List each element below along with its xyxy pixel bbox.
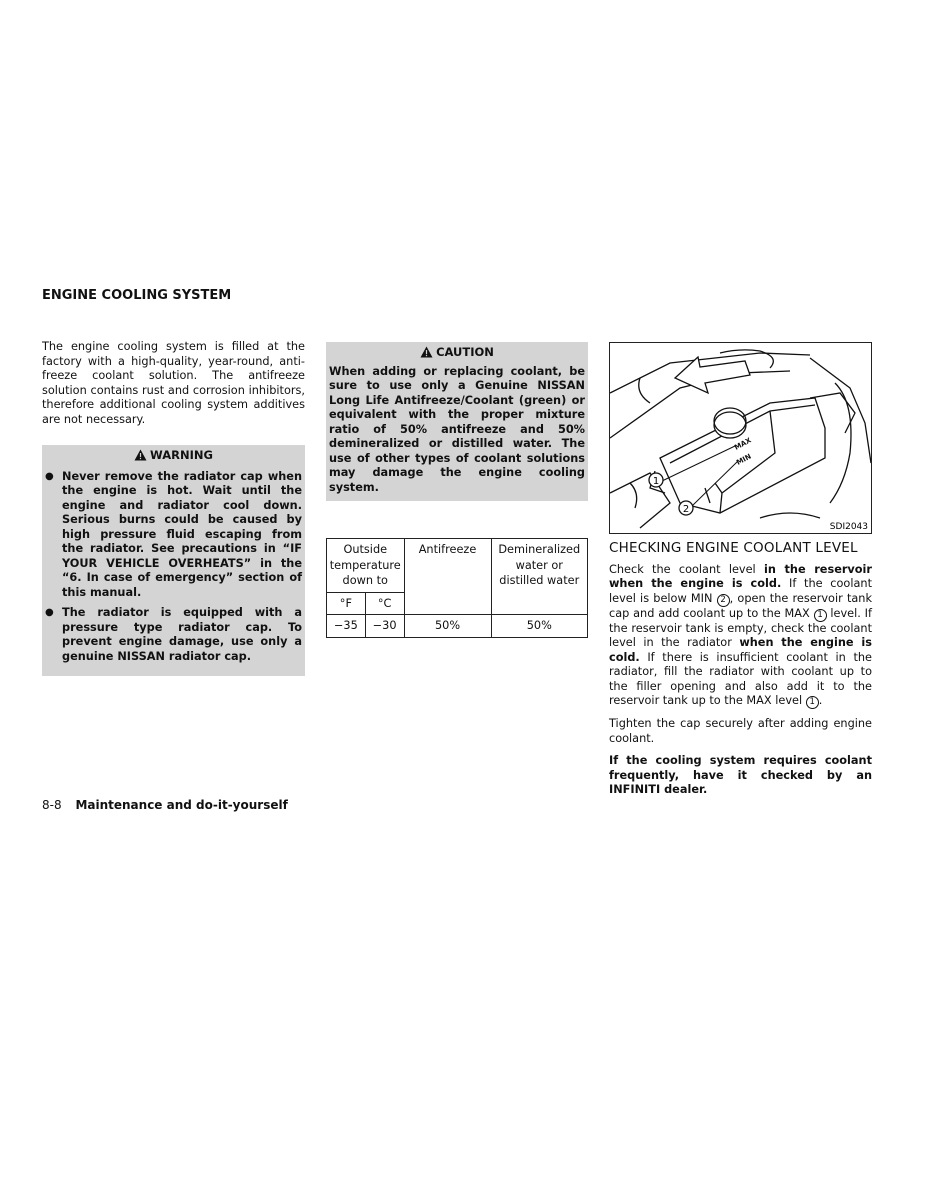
bullet-icon: ● [45,470,54,482]
max-mark: MAX [733,436,753,452]
arrow-icon [675,357,750,393]
callout-1-icon: 1 [806,696,819,709]
warning-header [42,445,305,466]
left-column [42,340,305,676]
table-unit-f: °F [327,592,366,615]
figure-code: SDI2043 [829,522,868,532]
table-unit-c: °C [365,592,404,615]
caution-title: CAUTION [436,345,494,359]
checking-paragraph-2: Tighten the cap securely after adding engine coolant. [609,717,872,745]
warning-box [42,445,305,676]
table-header-temperature: Outside temperature down to [327,539,405,593]
table-cell-water: 50% [491,615,587,638]
checking-paragraph-3: If the cooling system requires coolant frequently, have it checked by an INFINITI dealer. [609,754,872,796]
footer-section: Maintenance and do-it-yourself [75,798,288,812]
min-mark: MIN [735,452,753,467]
callout-2: 2 [682,504,690,515]
warning-title: WARNING [150,448,213,462]
table-cell-f: −35 [327,615,366,638]
right-column [609,342,872,798]
table-header-antifreeze: Antifreeze [404,539,491,615]
coolant-reservoir-illustration [610,343,871,533]
callout-1: 1 [652,476,660,487]
callout-1-icon: 1 [814,609,827,622]
warning-bullet [45,470,302,601]
reservoir-figure [609,342,872,534]
caution-box [326,342,588,501]
table-cell-c: −30 [365,615,404,638]
middle-column [326,342,588,638]
caution-text: When adding or replacing coolant, be sure to use only a Genuine NISSAN Long Life Antifreeze/Coolant (green) or equivalent with the proper mixture ratio of 50% antifreeze and 50% demineralized or distilled water. The use of other types of coolant solutions may damage the engine cooling system. [329,364,585,494]
table-header-water: Demineralized water or distilled water [491,539,587,615]
checking-title: CHECKING ENGINE COOLANT LEVEL [609,540,858,556]
warning-triangle-icon [134,449,147,461]
coolant-mixture-table [326,538,588,638]
page-number: 8-8 [42,798,62,812]
warning-body [42,466,305,677]
warning-bullet-text: The radiator is equipped with a pressure type radiator cap. To prevent engine damage, use only a genuine NISSAN radiator cap. [62,606,302,663]
table-cell-antifreeze: 50% [404,615,491,638]
callout-2-icon: 2 [717,594,730,607]
warning-triangle-icon [420,346,433,358]
section-title: ENGINE COOLING SYSTEM [42,288,232,303]
bullet-icon: ● [45,607,54,618]
warning-bullet-text: Never remove the radiator cap when the engine is hot. Wait until the engine and radiator cool down. Serious burns could be caused by high pressure fluid escaping from the radiator. See precautions in “IF YOUR VEHICLE OVERHEATS” in the “6. In case of emergency” section of this manual. [62,469,302,599]
caution-header [326,342,588,363]
page-footer [42,798,288,812]
intro-paragraph: The engine cooling system is filled at the factory with a high-quality, year-round, anti-freeze coolant solution. The antifreeze solution contains rust and corrosion inhibitors, therefore additional cooling system additives are not necessary. [42,340,305,426]
warning-bullet [45,606,302,664]
checking-paragraph-1: Check the coolant level in the reservoir when the engine is cold. If the coolant level is below MIN 2 , open the reservoir tank cap and add coolant up to the MAX 1 level. If the reservoir tank is empty, check the coolant level in the radiator when the engine is cold. If there is insufficient coolant in the radiator, fill the radiator with coolant up to the filler opening and also add it to the reservoir tank up to the MAX level 1 . [609,562,872,707]
